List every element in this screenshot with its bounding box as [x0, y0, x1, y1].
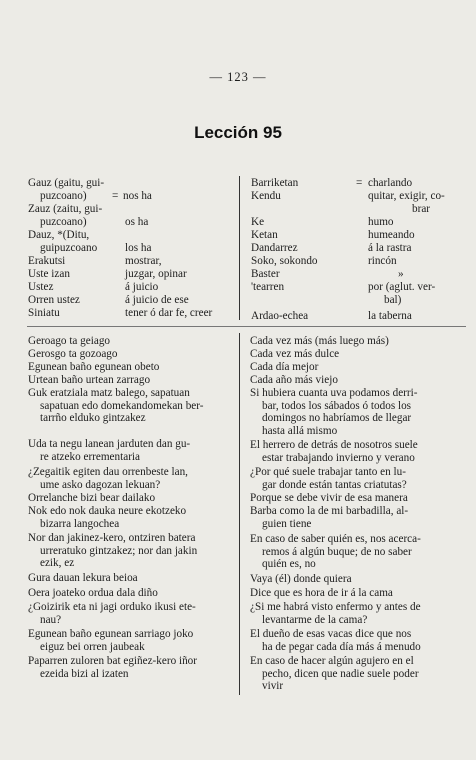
vocab-meaning: quitar, exigir, co-: [368, 190, 445, 202]
basque-phrase: Gerosgo ta gozoago: [28, 348, 118, 360]
vocab-meaning: brar: [412, 203, 431, 215]
spanish-phrase: El dueño de esas vacas dice que nos ha de pegar cada día más á menudo: [250, 628, 421, 653]
vocab-equals: =: [356, 177, 363, 189]
spanish-phrase: Dice que es hora de ir á la cama: [250, 587, 393, 599]
vocab-word: Uste izan: [28, 268, 70, 280]
basque-phrase: Geroago ta geiago: [28, 335, 111, 347]
basque-phrase: Uda ta negu lanean jarduten dan gu- re atzeko errementaria: [28, 438, 191, 463]
basque-phrase: Egunean baño egunean sarriago joko eiguz bei orren jaubeak: [28, 628, 194, 653]
vocab-word: Ustez: [28, 281, 54, 293]
basque-phrase: Guk eratziala matz balego, sapatuan sapatuan edo domekandomekan ber- tarrño elduko gintzakez: [28, 387, 204, 425]
spanish-phrase: En caso de hacer algún agujero en el pecho, dicen que nadie suele poder vivir: [250, 655, 419, 693]
vocab-word: Kendu: [251, 190, 281, 202]
vocab-word: Zauz (zaitu, gui-: [28, 203, 103, 215]
vocab-word: Ardao-echea: [251, 310, 309, 322]
spanish-phrase: Si hubiera cuanta uva podamos derri- bar, todos los sábados ó todos los domingos no habríamos de llegar hasta allá mismo: [250, 387, 418, 437]
vocab-meaning: á juicio: [125, 281, 159, 293]
vocab-word: Erakutsi: [28, 255, 66, 267]
spanish-phrase: ¿Si me habrá visto enfermo y antes de levantarme de la cama?: [250, 601, 421, 626]
vocab-meaning: la taberna: [368, 310, 412, 322]
vocab-meaning: por (aglut. ver-: [368, 281, 436, 293]
vocab-meaning: humo: [368, 216, 394, 228]
vocab-meaning: mostrar,: [125, 255, 162, 267]
vocab-meaning: los ha: [125, 242, 152, 254]
vocab-word: Ke: [251, 216, 265, 228]
basque-phrase: Nok edo nok dauka neure ekotzeko bizarra langochea: [28, 505, 187, 530]
vocab-word: Gauz (gaitu, gui-: [28, 177, 105, 189]
spanish-phrase: Cada día mejor: [250, 361, 319, 373]
basque-phrase: ¿Zegaitik egiten dau orrenbeste lan, ume asko dagozan lekuan?: [28, 466, 188, 491]
basque-phrase: Urtean baño urtean zarrago: [28, 374, 151, 386]
vocab-word: Dauz, *(Ditu,: [28, 229, 90, 241]
vocab-word: puzcoano): [40, 216, 87, 228]
vocab-meaning: bal): [384, 294, 402, 306]
vocab-word: 'tearren: [251, 281, 285, 293]
basque-phrase: Egunean baño egunean obeto: [28, 361, 160, 373]
spanish-phrase: Cada año más viejo: [250, 374, 338, 386]
basque-phrase: Nor dan jakinez-kero, ontziren batera urreratuko gintzakez; nor dan jakin ezik, ez: [28, 532, 198, 570]
vocab-word: puzcoano): [40, 190, 87, 202]
spanish-phrase: Cada vez más (más luego más): [250, 335, 389, 347]
vocab-meaning: rincón: [368, 255, 397, 267]
vocab-meaning: á juicio de ese: [125, 294, 189, 306]
vocab-meaning: »: [398, 268, 404, 280]
vocab-word: Soko, sokondo: [251, 255, 318, 267]
vocab-meaning: os ha: [125, 216, 149, 228]
phrases-column-divider: [239, 333, 240, 695]
basque-phrase: Gura dauan lekura beioa: [28, 572, 138, 584]
basque-phrase: ¿Goizirik eta ni jagi orduko ikusi ete- nau?: [28, 601, 196, 626]
spanish-phrase: Porque se debe vivir de esa manera: [250, 492, 408, 504]
vocab-column-divider: [239, 176, 240, 320]
lesson-title: Lección 95: [194, 123, 282, 142]
section-separator: [27, 326, 466, 327]
spanish-phrase: ¿Por qué suele trabajar tanto en lu- gar donde están tantas criatutas?: [250, 466, 407, 491]
vocab-meaning: á la rastra: [368, 242, 412, 254]
vocab-meaning: tener ó dar fe, creer: [125, 307, 213, 319]
vocab-meaning: charlando: [368, 177, 413, 189]
spanish-phrase: El herrero de detrás de nosotros suele estar trabajando invierno y verano: [250, 439, 418, 464]
vocab-word: Baster: [251, 268, 280, 280]
basque-phrase: Orrelanche bizi bear dailako: [28, 492, 156, 504]
vocab-equals: =: [112, 190, 119, 202]
vocab-word: Ketan: [251, 229, 278, 241]
page-number: — 123 —: [209, 70, 267, 84]
spanish-phrase: En caso de saber quién es, nos acerca- remos á algún buque; de no saber quién es, no: [250, 533, 421, 571]
vocab-word: Orren ustez: [28, 294, 80, 306]
vocab-word: Siniatu: [28, 307, 60, 319]
spanish-phrase: Barba como la de mi barbadilla, al- guien tiene: [250, 505, 409, 530]
vocab-meaning: juzgar, opinar: [125, 268, 187, 280]
spanish-phrase: Cada vez más dulce: [250, 348, 340, 360]
vocab-word: Barriketan: [251, 177, 299, 189]
vocab-meaning: humeando: [368, 229, 415, 241]
vocab-meaning: nos ha: [123, 190, 152, 202]
spanish-phrase: Vaya (él) donde quiera: [250, 573, 352, 585]
basque-phrase: Oera joateko ordua dala diño: [28, 587, 158, 599]
vocab-word: Dandarrez: [251, 242, 298, 254]
vocab-word: guipuzcoano: [40, 242, 98, 254]
basque-phrase: Paparren zuloren bat egiñez-kero iñor ezeida bizi al izaten: [28, 655, 197, 680]
